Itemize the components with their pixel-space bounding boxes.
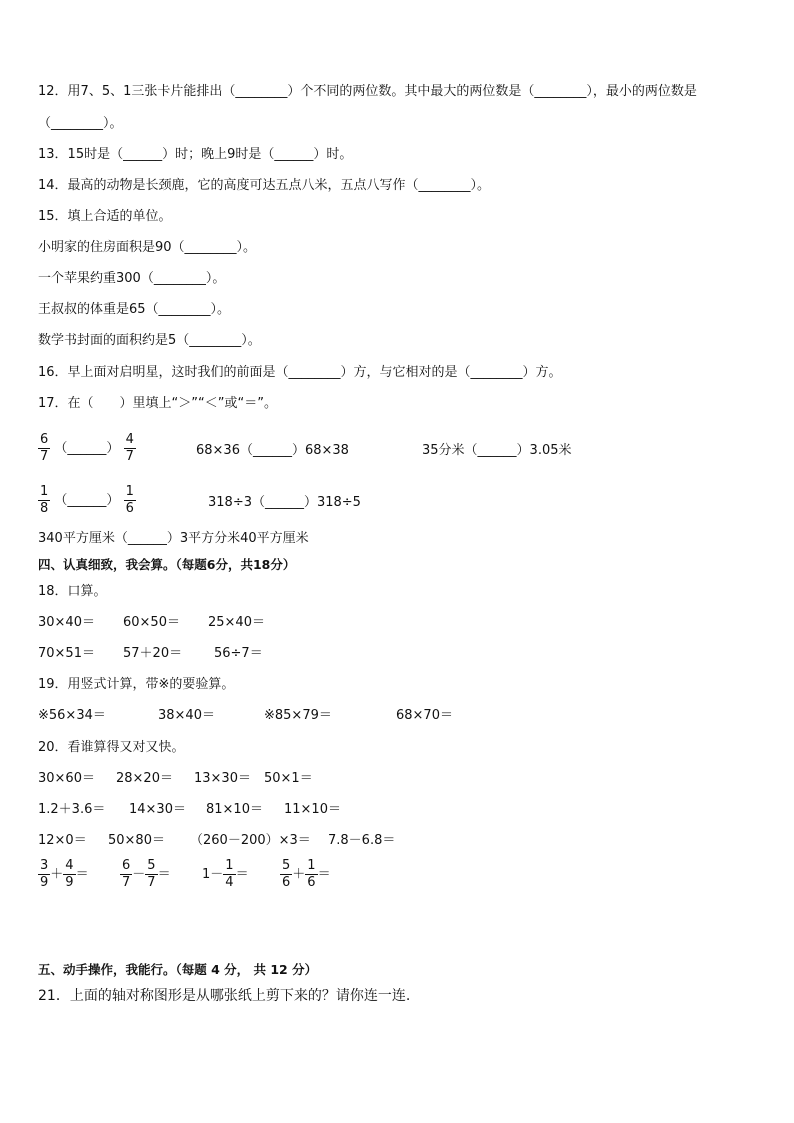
calc-item: 13×30＝ bbox=[194, 771, 251, 786]
fraction: $\frac{4}{7}$ bbox=[125, 432, 134, 464]
q17-row2 bbox=[38, 484, 738, 524]
calc-item: 38×40＝ bbox=[158, 708, 215, 723]
comparison-blank: （______） bbox=[54, 492, 120, 508]
comparison-blank: （______） bbox=[54, 440, 120, 456]
q12-line2: （________）。 bbox=[38, 116, 123, 131]
section-5-heading: 五、动手操作，我能行。（每题 4 分， 共 12 分） bbox=[38, 962, 318, 977]
calc-item: 30×60＝ bbox=[38, 771, 95, 786]
q20-row3 bbox=[38, 833, 738, 849]
q15-item: 小明家的住房面积是90（________）。 bbox=[38, 240, 257, 255]
q18-row1 bbox=[38, 615, 738, 631]
q19-row bbox=[38, 708, 738, 724]
q20-row2 bbox=[38, 802, 738, 818]
q15-item: 数学书封面的面积约是5（________）。 bbox=[38, 333, 261, 348]
q18-title: 18．口算。 bbox=[38, 584, 107, 599]
fraction: $\frac{3}{9}$ bbox=[40, 858, 49, 890]
calc-item: 81×10＝ bbox=[206, 802, 263, 817]
fraction-expression: $\frac{6}{7}$ － $\frac{5}{7}$ ＝ bbox=[122, 858, 171, 890]
calc-item: 1.2＋3.6＝ bbox=[38, 802, 106, 817]
q15-item: 王叔叔的体重是65（________）。 bbox=[38, 302, 231, 317]
q20-row4 bbox=[38, 858, 738, 898]
calc-item: 68×70＝ bbox=[396, 708, 453, 723]
fraction-expression: 1－ $\frac{1}{4}$ ＝ bbox=[202, 858, 249, 890]
calc-item: 50×80＝ bbox=[108, 833, 165, 848]
fraction: $\frac{5}{7}$ bbox=[147, 858, 156, 890]
q16: 16．早上面对启明星，这时我们的前面是（________）方，与它相对的是（________）方。 bbox=[38, 365, 562, 380]
calc-item: 7.8－6.8＝ bbox=[328, 833, 396, 848]
calc-item: 56÷7＝ bbox=[214, 646, 263, 661]
q13: 13．15时是（______）时；晚上9时是（______）时。 bbox=[38, 147, 353, 162]
fraction-expression: $\frac{5}{6}$ ＋ $\frac{1}{6}$ ＝ bbox=[282, 858, 331, 890]
q18-row2 bbox=[38, 646, 738, 662]
q19-title: 19．用竖式计算，带※的要验算。 bbox=[38, 677, 235, 692]
fraction: $\frac{5}{6}$ bbox=[282, 858, 291, 890]
fraction: $\frac{1}{6}$ bbox=[307, 858, 316, 890]
fraction: $\frac{1}{6}$ bbox=[125, 484, 134, 516]
fraction: $\frac{6}{7}$ bbox=[122, 858, 131, 890]
calc-item: 28×20＝ bbox=[116, 771, 173, 786]
q17-row1 bbox=[38, 432, 738, 472]
q17-row2-b: 318÷3（______）318÷5 bbox=[208, 495, 361, 510]
calc-item: 50×1＝ bbox=[264, 771, 313, 786]
calc-item: 11×10＝ bbox=[284, 802, 341, 817]
fraction-expression: $\frac{3}{9}$ ＋ $\frac{4}{9}$ ＝ bbox=[40, 858, 89, 890]
calc-item: 30×40＝ bbox=[38, 615, 95, 630]
calc-item: 60×50＝ bbox=[123, 615, 180, 630]
calc-item: 14×30＝ bbox=[129, 802, 186, 817]
calc-item: 57＋20＝ bbox=[123, 646, 183, 661]
q14: 14．最高的动物是长颈鹿，它的高度可达五点八米，五点八写作（________）。 bbox=[38, 178, 491, 193]
fraction: $\frac{4}{9}$ bbox=[65, 858, 74, 890]
q12-line1: 12．用7、5、1三张卡片能排出（________）个不同的两位数。其中最大的两位数是（________），最小的两位数是 bbox=[38, 84, 697, 99]
q17-row1-c: 35分米（______）3.05米 bbox=[422, 443, 572, 458]
q15-item: 一个苹果约重300（________）。 bbox=[38, 271, 226, 286]
fraction: $\frac{1}{8}$ bbox=[40, 484, 49, 516]
calc-item: 25×40＝ bbox=[208, 615, 265, 630]
q17-title: 17．在（ ）里填上“＞”“＜”或“＝”。 bbox=[38, 396, 277, 411]
calc-item: ※85×79＝ bbox=[264, 708, 332, 723]
fraction: $\frac{6}{7}$ bbox=[40, 432, 49, 464]
q20-row1 bbox=[38, 771, 738, 787]
fraction: $\frac{1}{4}$ bbox=[225, 858, 234, 890]
q21: 21．上面的轴对称图形是从哪张纸上剪下来的？请你连一连. bbox=[38, 988, 411, 1004]
q20-title: 20．看谁算得又对又快。 bbox=[38, 740, 185, 755]
calc-item: 12×0＝ bbox=[38, 833, 87, 848]
calc-item: 70×51＝ bbox=[38, 646, 95, 661]
calc-item: （260－200）×3＝ bbox=[190, 833, 311, 848]
calc-item: ※56×34＝ bbox=[38, 708, 106, 723]
q15-title: 15．填上合适的单位。 bbox=[38, 209, 172, 224]
section-4-heading: 四、认真细致，我会算。（每题6分，共18分） bbox=[38, 557, 296, 572]
q17-row1-b: 68×36（______）68×38 bbox=[196, 443, 349, 458]
q17-row3: 340平方厘米（______）3平方分米40平方厘米 bbox=[38, 531, 309, 546]
